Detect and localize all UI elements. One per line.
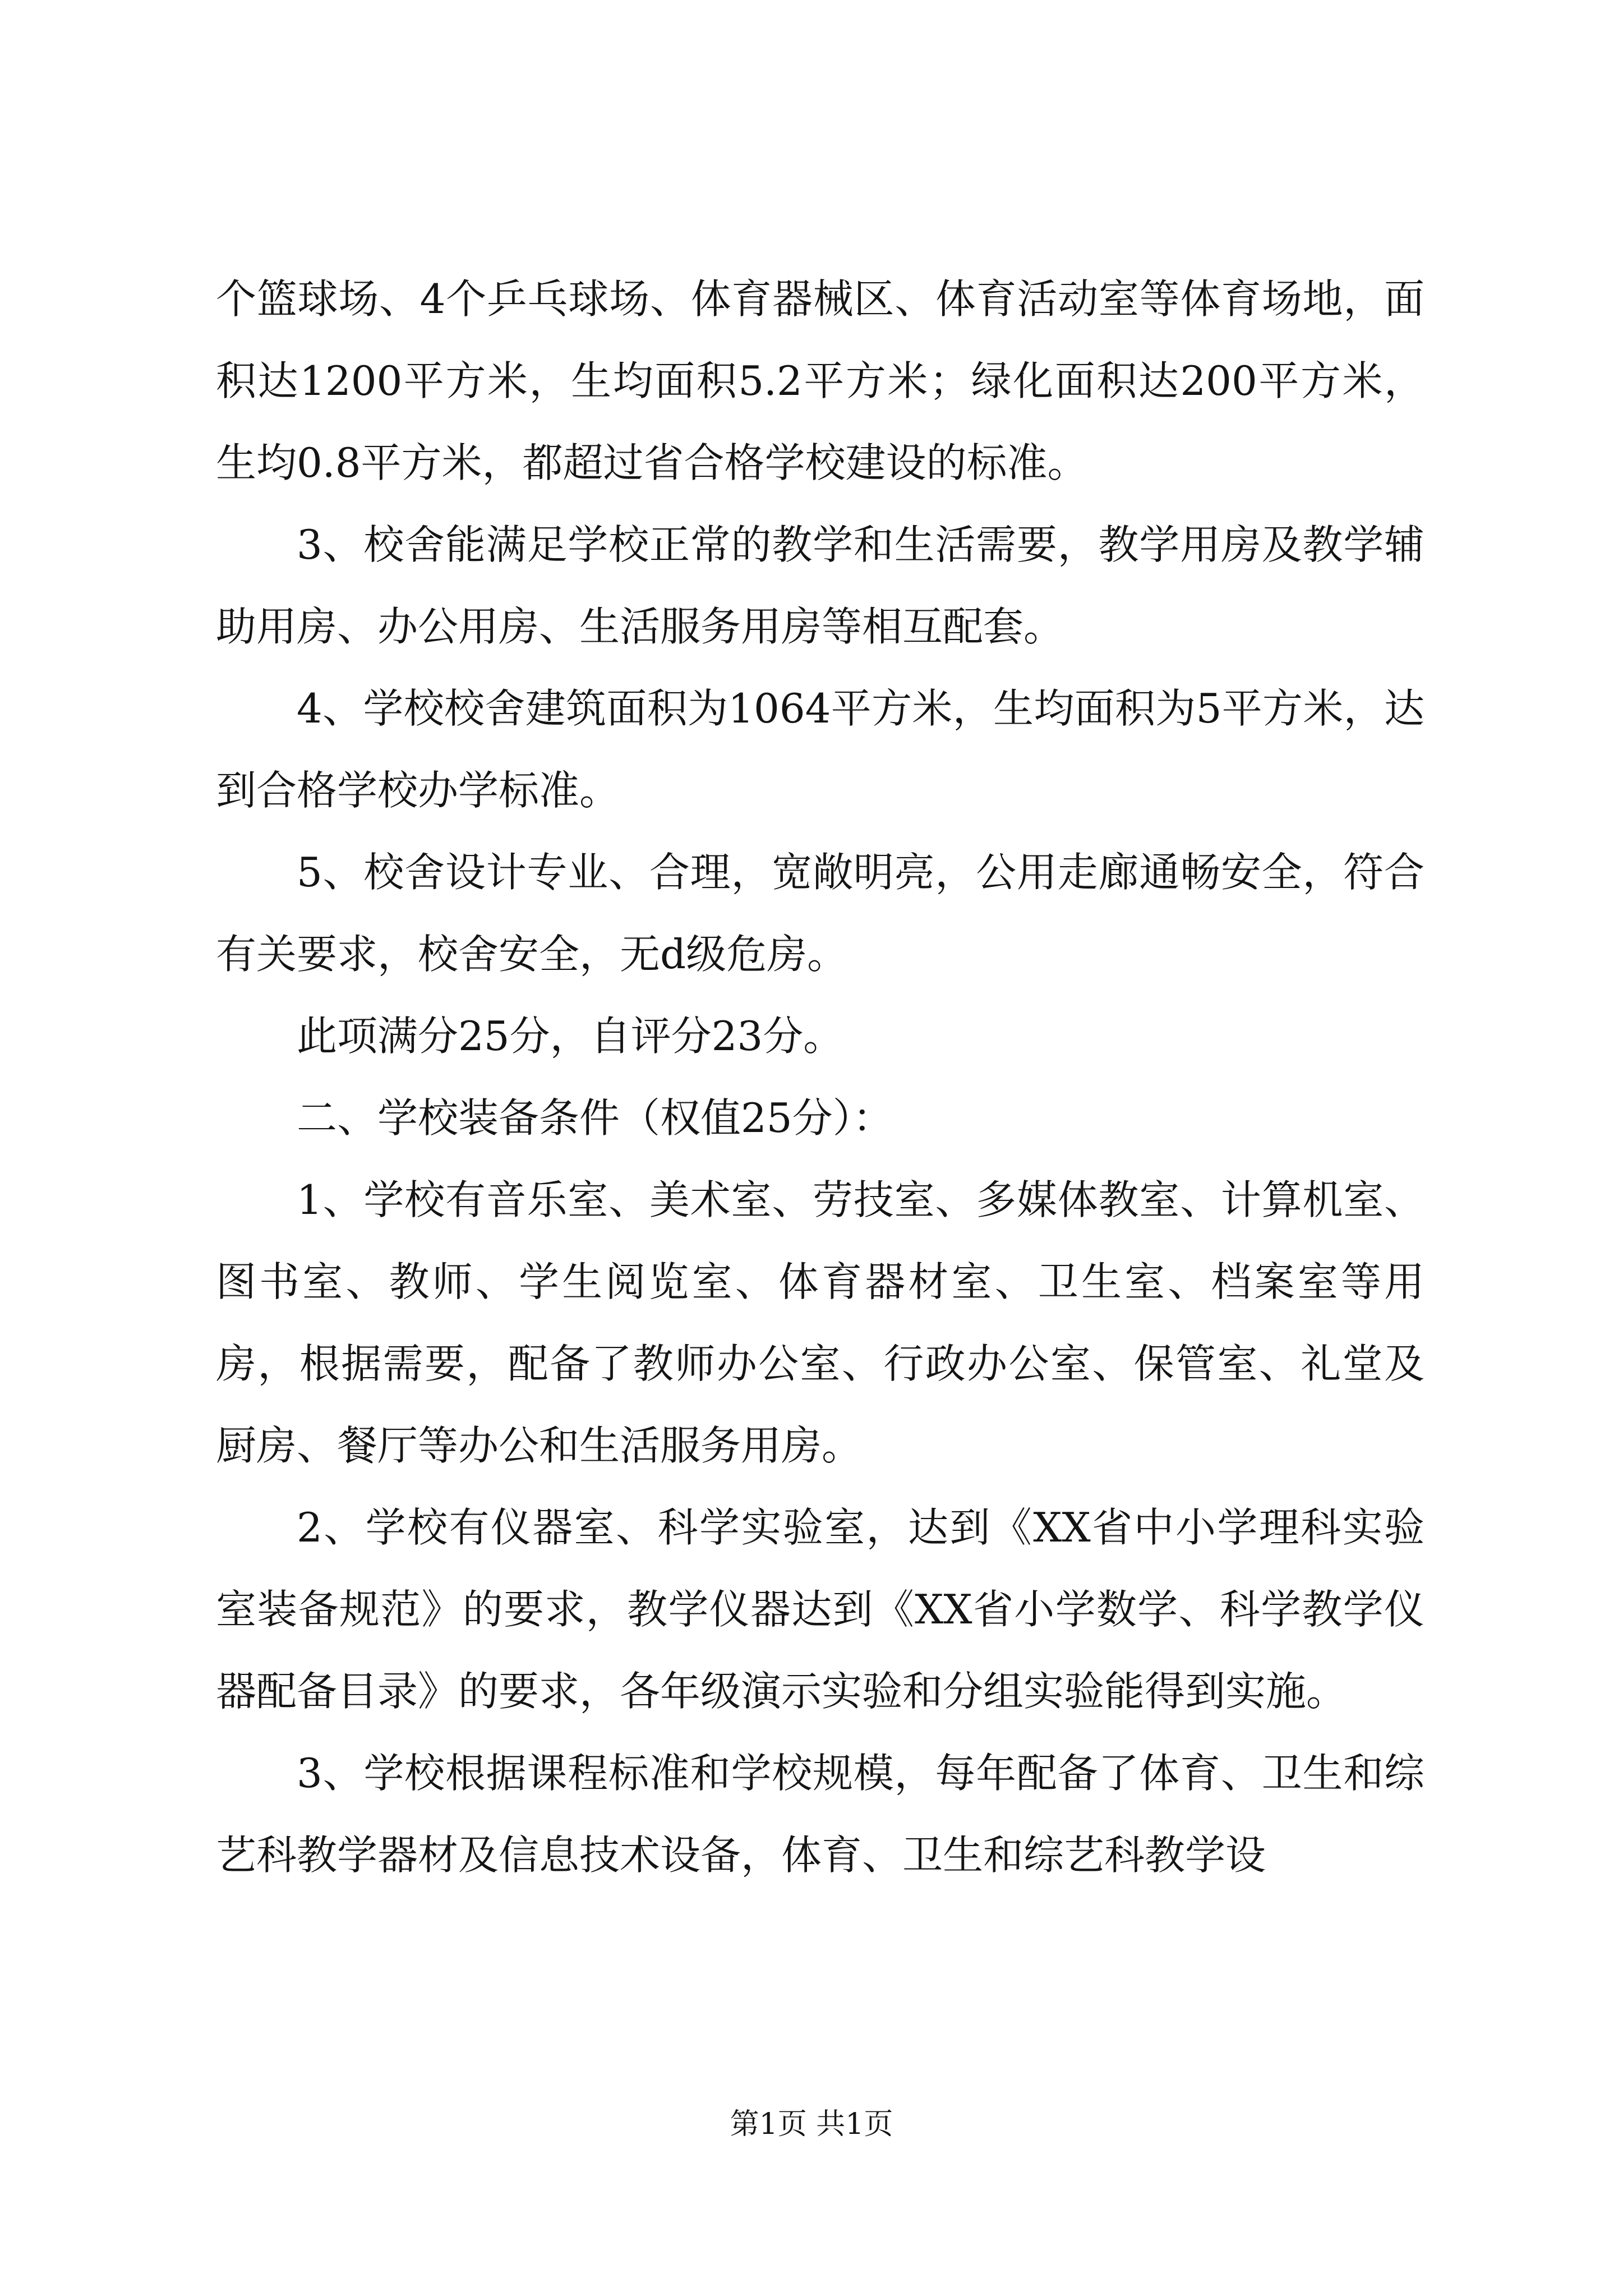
paragraph-equipment-item-3: 3、学校根据课程标准和学校规模，每年配备了体育、卫生和综艺科教学器材及信息技术设备，体育、卫生和综艺科教学设 — [216, 1750, 1424, 1879]
paragraph-score-summary: 此项满分25分，自评分23分。 — [297, 1013, 844, 1060]
page-number-footer: 第1页 共1页 — [730, 2108, 893, 2141]
section-heading-equipment: 二、学校装备条件（权值25分）： — [297, 1094, 893, 1142]
paragraph-item-5-building-design: 5、校舍设计专业、合理，宽敞明亮，公用走廊通畅安全，符合有关要求，校舍安全，无d级危房。 — [216, 849, 1424, 978]
paragraph-equipment-item-1: 1、学校有音乐室、美术室、劳技室、多媒体教室、计算机室、图书室、教师、学生阅览室、体育器材室、卫生室、档案室等用房，根据需要，配备了教师办公室、行政办公室、保管室、礼堂及厨房、餐厅等办公和生活服务用房。 — [216, 1176, 1424, 1469]
paragraph-equipment-item-2: 2、学校有仪器室、科学实验室，达到《XX省中小学理科实验室装备规范》的要求，教学仪器达到《XX省小学数学、科学教学仪器配备目录》的要求，各年级演示实验和分组实验能得到实施。 — [216, 1504, 1424, 1715]
paragraph-sports-facilities: 个篮球场、4个乒乓球场、体育器械区、体育活动室等体育场地，面积达1200平方米，生均面积5.2平方米；绿化面积达200平方米，生均0.8平方米，都超过省合格学校建设的标准。 — [216, 275, 1424, 486]
paragraph-item-3-building-use: 3、校舍能满足学校正常的教学和生活需要，教学用房及教学辅助用房、办公用房、生活服务用房等相互配套。 — [216, 521, 1424, 650]
paragraph-item-4-building-area: 4、学校校舍建筑面积为1064平方米，生均面积为5平方米，达到合格学校办学标准。 — [216, 685, 1424, 814]
document-body — [216, 258, 1424, 1896]
